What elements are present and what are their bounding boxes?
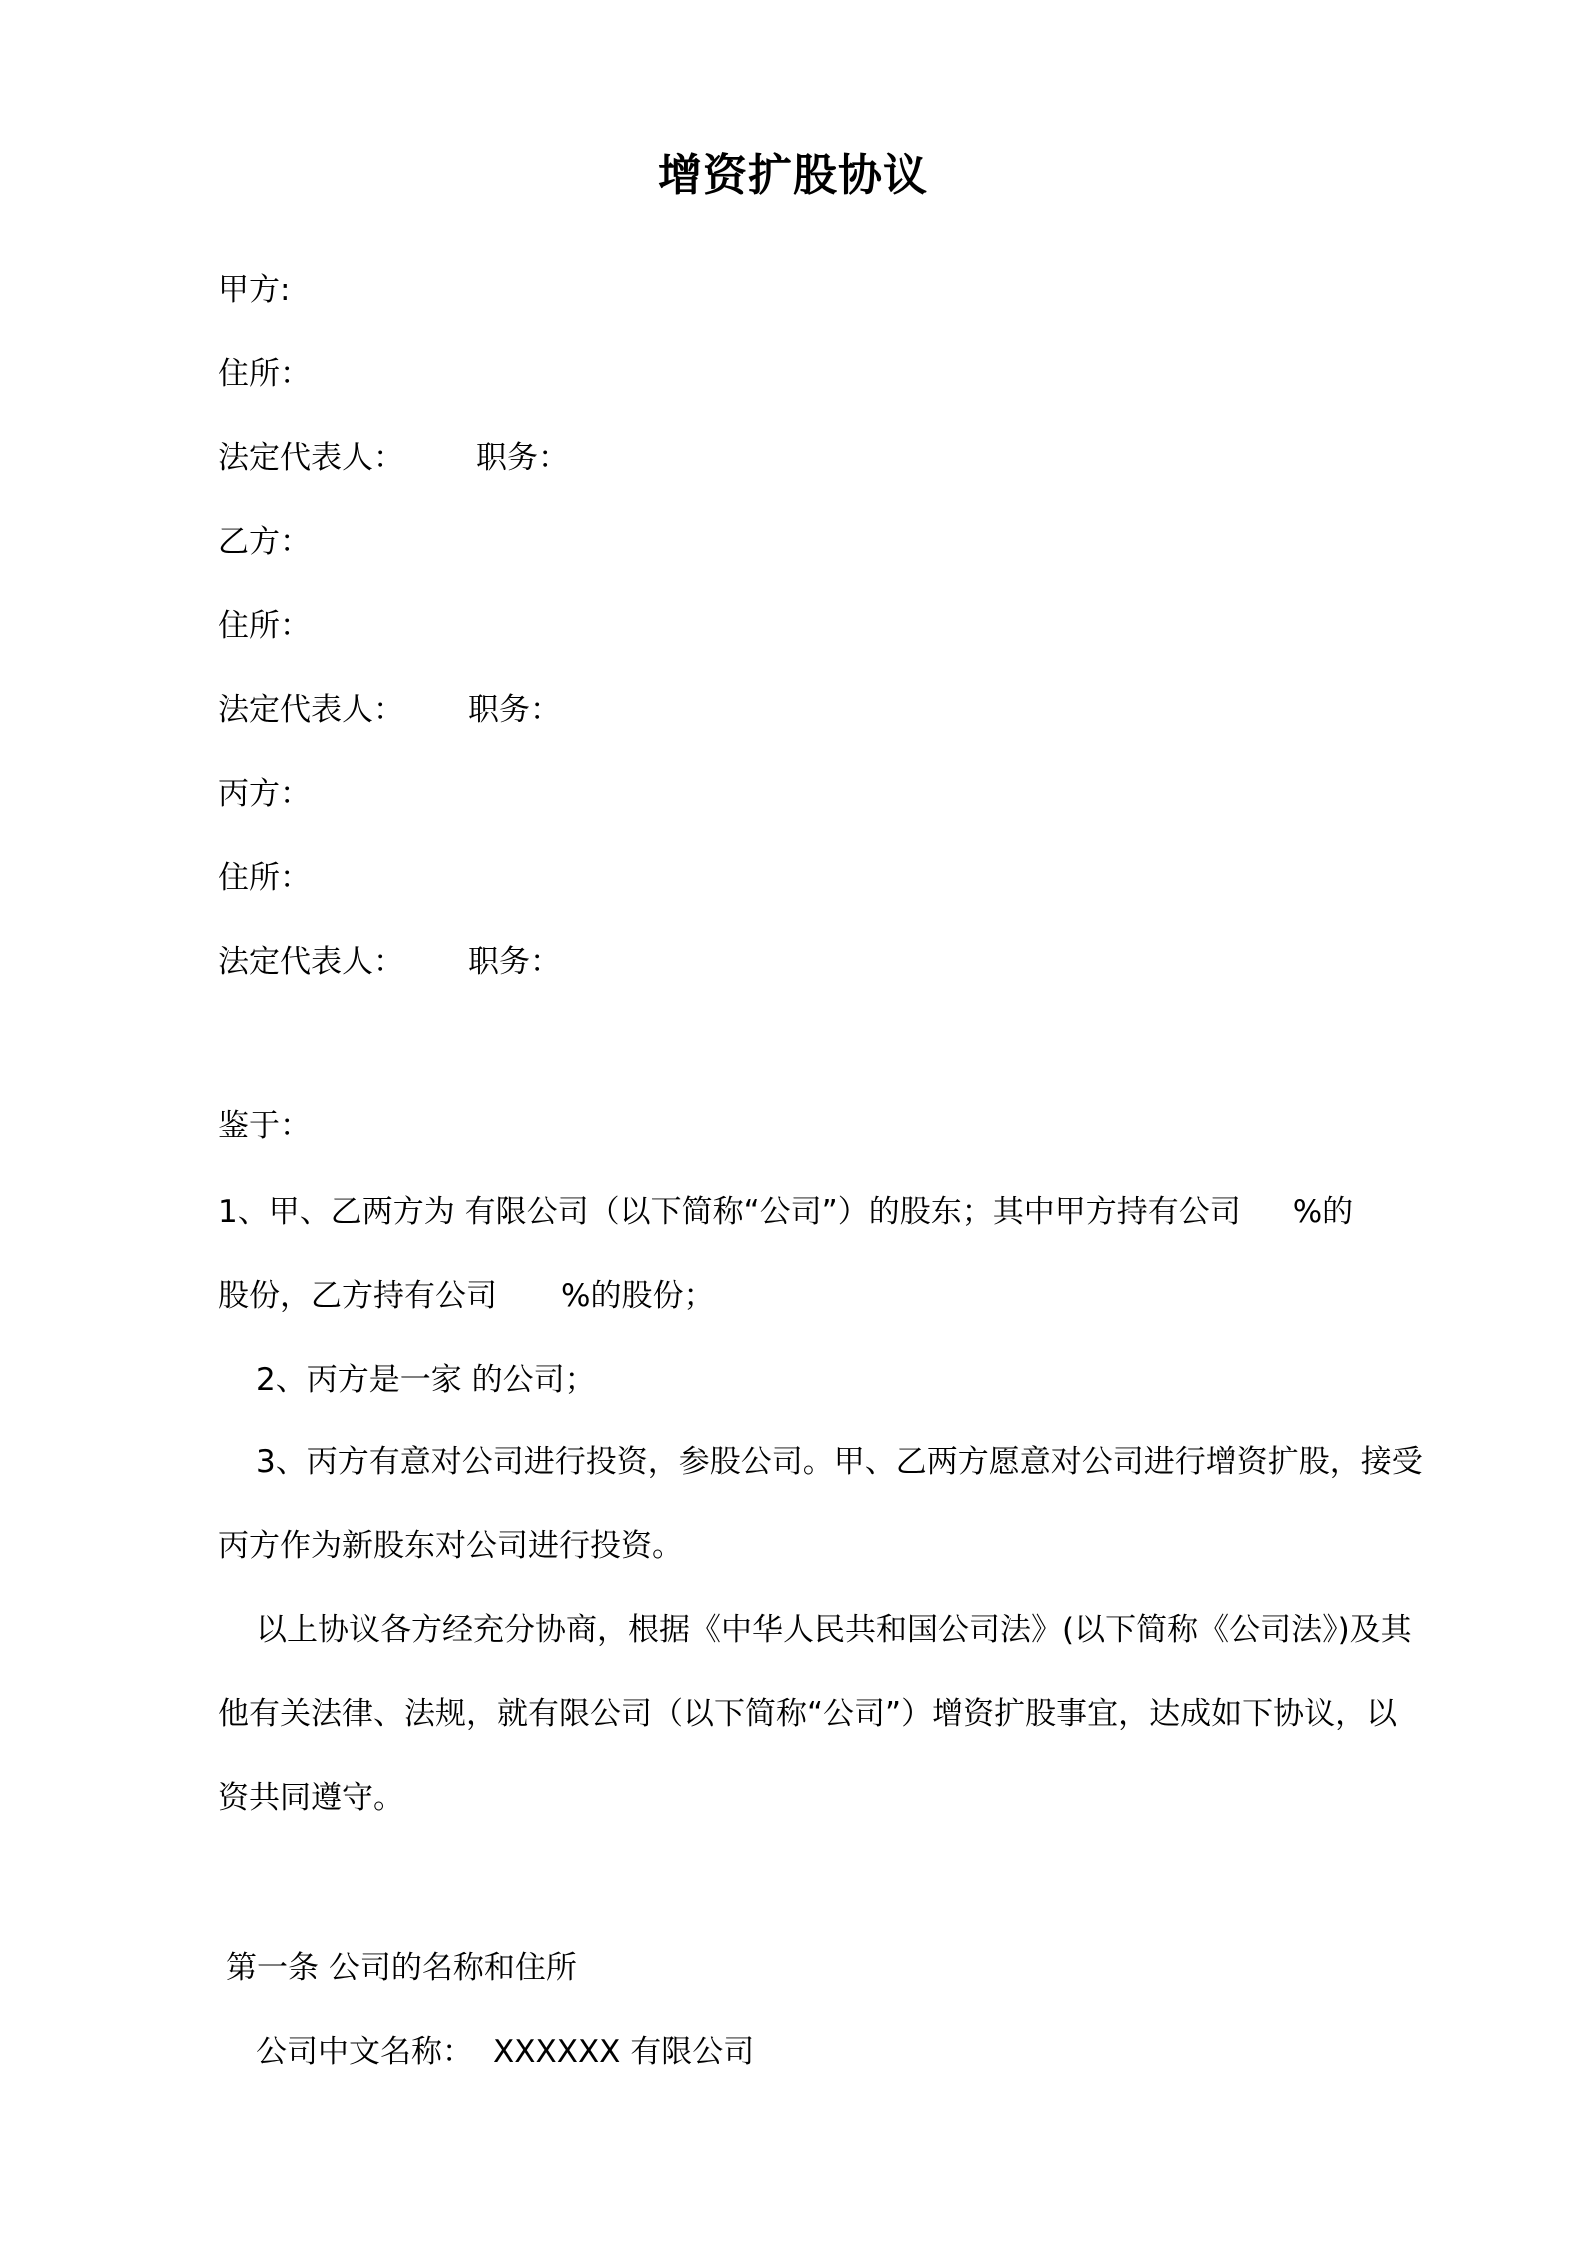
party-b-position-label: 职务：: [468, 692, 561, 728]
party-c-rep-row: [218, 940, 561, 984]
party-c-position-label: 职务：: [468, 944, 561, 980]
party-c-label: 丙方：: [218, 776, 311, 812]
party-b-rep-label: 法定代表人：: [218, 692, 404, 728]
company-name-row: [256, 2030, 754, 2074]
party-b-address-label: 住所：: [218, 608, 311, 644]
party-a-position-label: 职务：: [476, 440, 569, 476]
party-b-label: 乙方：: [218, 524, 311, 560]
party-a-rep-label: 法定代表人：: [218, 440, 404, 476]
party-a-label: 甲方:: [218, 272, 291, 308]
article-1-heading: 第一条 公司的名称和住所: [226, 1950, 577, 1986]
company-name-value: XXXXXX 有限公司: [493, 2034, 755, 2070]
clause-1-line-2: [218, 1274, 714, 1318]
party-c-rep-label: 法定代表人：: [218, 944, 404, 980]
clause-1-line-1: [218, 1190, 1353, 1234]
clause-3: 3、丙方有意对公司进行投资，参股公司。甲、乙两方愿意对公司进行增资扩股，接受丙方作为新股东对公司进行投资。: [218, 1444, 1423, 1564]
whereas-label: 鉴于：: [218, 1108, 311, 1144]
clause-1-line-2-text: 股份，乙方持有公司: [218, 1278, 497, 1314]
clause-2: 2、丙方是一家 的公司；: [256, 1362, 596, 1398]
company-name-label: 公司中文名称：: [256, 2034, 473, 2070]
clause-1-percent-b: %的股份；: [561, 1278, 715, 1314]
agreement-intro: 以上协议各方经充分协商，根据《中华人民共和国公司法》(以下简称《公司法》)及其他有关法律、法规，就有限公司（以下简称“公司”）增资扩股事宜，达成如下协议，以资共同遵守。: [218, 1612, 1412, 1816]
party-c-address-label: 住所：: [218, 860, 311, 896]
clause-1-text: 1、甲、乙两方为 有限公司（以下简称“公司”）的股东；其中甲方持有公司: [218, 1194, 1241, 1230]
party-a-address-label: 住所：: [218, 356, 311, 392]
clause-1-percent-a: %的: [1292, 1194, 1354, 1230]
party-b-rep-row: [218, 688, 561, 732]
party-a-rep-row: [218, 436, 569, 480]
document-title: 增资扩股协议: [658, 150, 928, 201]
